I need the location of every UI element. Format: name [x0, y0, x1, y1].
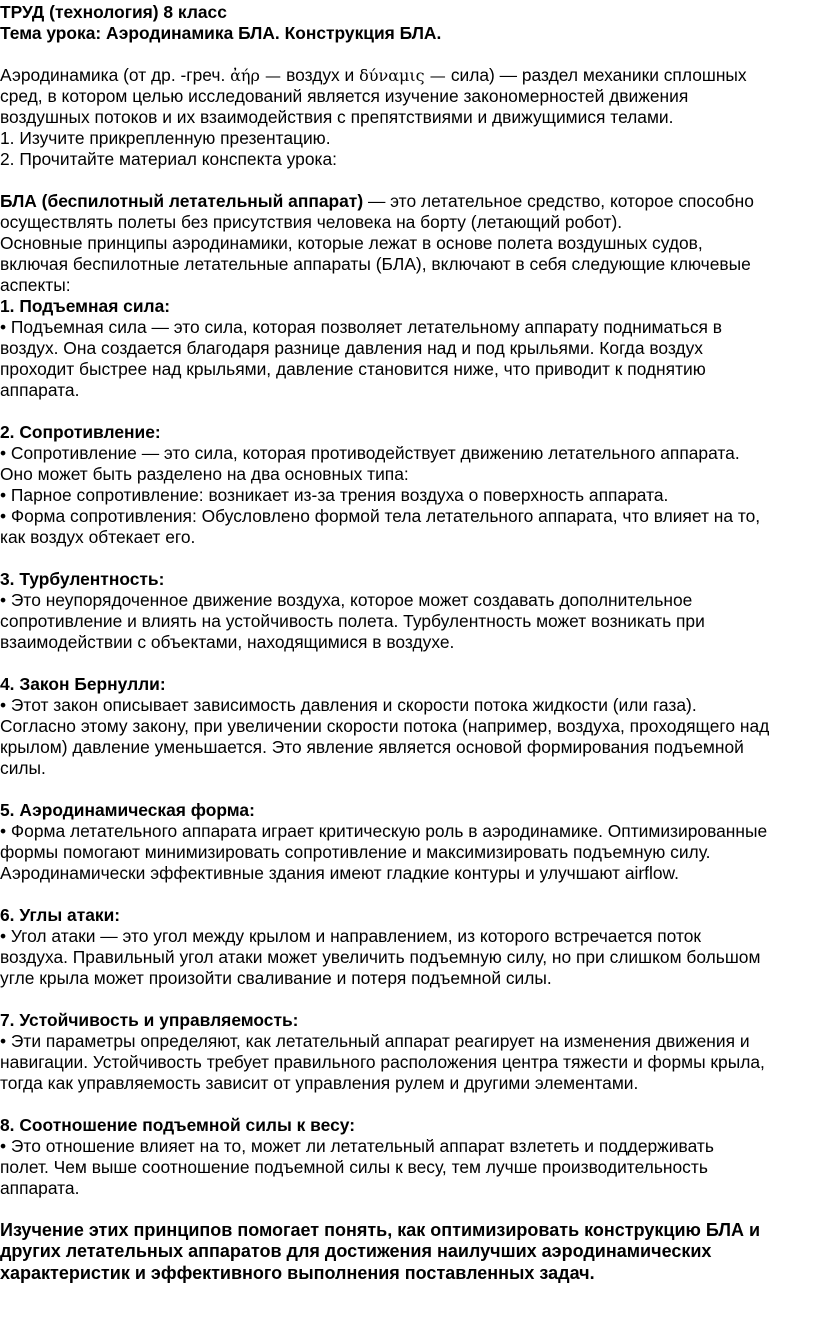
section-line: • Это отношение влияет на то, может ли летательный аппарат взлететь и поддерживать — [0, 1136, 714, 1156]
section-line: • Угол атаки — это угол между крылом и направлением, из которого встречается поток — [0, 926, 702, 946]
section-line: • Эти параметры определяют, как летательный аппарат реагирует на изменения движения и — [0, 1031, 750, 1051]
section-title: 4. Закон Бернулли: — [0, 674, 166, 694]
greek-word: ἀήρ — — [230, 66, 287, 85]
section-line: аппарата. — [0, 1178, 80, 1198]
lesson-topic: Тема урока: Аэродинамика БЛА. Конструкция БЛА. — [0, 23, 442, 43]
section-title: 7. Устойчивость и управляемость: — [0, 1010, 299, 1030]
greek-word: δύναμις — — [359, 66, 451, 85]
definition-line: аспекты: — [0, 275, 71, 295]
section-title: 1. Подъемная сила: — [0, 296, 171, 316]
spacer — [0, 989, 816, 1010]
definition-term: БЛА (беспилотный летательный аппарат) — [0, 191, 364, 211]
section-title: 3. Турбулентность: — [0, 569, 165, 589]
section-line: крылом) давление уменьшается. Это явление является основой формирования подъемной — [0, 737, 744, 757]
intro-line — [0, 65, 816, 86]
intro-paragraph — [0, 65, 816, 170]
section-line: навигации. Устойчивость требует правильного расположения центра тяжести и формы крыла, — [0, 1052, 765, 1072]
section-line: Аэродинамически эффективные здания имеют гладкие контуры и улучшают airflow. — [0, 863, 679, 883]
spacer — [0, 548, 816, 569]
conclusion-paragraph — [0, 1220, 816, 1284]
subject-heading: ТРУД (технология) 8 класс — [0, 2, 227, 22]
section-title: 5. Аэродинамическая форма: — [0, 800, 255, 820]
spacer — [0, 1094, 816, 1115]
definition-line: включая беспилотные летательные аппараты (БЛА), включают в себя следующие ключевые — [0, 254, 751, 274]
section-angle-of-attack — [0, 905, 816, 989]
section-line: угле крыла может произойти сваливание и потеря подъемной силы. — [0, 968, 552, 988]
section-aero-shape — [0, 800, 816, 884]
section-line: проходит быстрее над крыльями, давление становится ниже, что приводит к поднятию — [0, 359, 706, 379]
spacer — [0, 779, 816, 800]
section-drag — [0, 422, 816, 548]
intro-line: воздушных потоков и их взаимодействия с препятствиями и движущимися телами. — [0, 107, 674, 127]
section-title: 8. Соотношение подъемной силы к весу: — [0, 1115, 355, 1135]
section-line: тогда как управляемость зависит от управления рулем и другими элементами. — [0, 1073, 639, 1093]
intro-line: сред, в котором целью исследований является изучение закономерностей движения — [0, 86, 689, 106]
section-line: силы. — [0, 758, 46, 778]
section-lift — [0, 296, 816, 401]
task-item: 2. Прочитайте материал конспекта урока: — [0, 149, 338, 169]
conclusion-line: Изучение этих принципов помогает понять, как оптимизировать конструкцию БЛА и — [0, 1220, 761, 1240]
section-line: • Сопротивление — это сила, которая противодействует движению летательного аппарата. — [0, 443, 740, 463]
section-lift-to-weight — [0, 1115, 816, 1199]
spacer — [0, 44, 816, 65]
spacer — [0, 653, 816, 674]
spacer — [0, 1199, 816, 1220]
intro-text: сила) — раздел механики сплошных — [450, 65, 747, 85]
definition-text: — это летательное средство, которое способно — [363, 191, 754, 211]
section-line: воздуха. Правильный угол атаки может увеличить подъемную силу, но при слишком большом — [0, 947, 761, 967]
section-bernoulli — [0, 674, 816, 779]
section-line: взаимодействии с объектами, находящимися в воздухе. — [0, 632, 455, 652]
section-line: сопротивление и влиять на устойчивость полета. Турбулентность может возникать при — [0, 611, 705, 631]
section-line: • Этот закон описывает зависимость давления и скорости потока жидкости (или газа). — [0, 695, 697, 715]
section-line: Оно может быть разделено на два основных типа: — [0, 464, 409, 484]
section-line: • Форма сопротивления: Обусловлено формой тела летательного аппарата, что влияет на то, — [0, 506, 761, 526]
section-turbulence — [0, 569, 816, 653]
definition-paragraph — [0, 191, 816, 296]
section-line: Согласно этому закону, при увеличении скорости потока (например, воздуха, проходящего над — [0, 716, 770, 736]
section-line: • Подъемная сила — это сила, которая позволяет летательному аппарату подниматься в — [0, 317, 722, 337]
task-item: 1. Изучите прикрепленную презентацию. — [0, 128, 331, 148]
intro-text: воздух и — [286, 65, 360, 85]
intro-text: Аэродинамика (от др. -греч. — [0, 65, 231, 85]
definition-line: Основные принципы аэродинамики, которые лежат в основе полета воздушных судов, — [0, 233, 703, 253]
section-line: полет. Чем выше соотношение подъемной силы к весу, тем лучше производительность — [0, 1157, 708, 1177]
conclusion-line: характеристик и эффективного выполнения поставленных задач. — [0, 1262, 595, 1283]
spacer — [0, 401, 816, 422]
conclusion-line: других летательных аппаратов для достижения наилучших аэродинамических — [0, 1241, 712, 1262]
section-line: воздух. Она создается благодаря разнице давления над и под крыльями. Когда воздух — [0, 338, 703, 358]
section-title: 2. Сопротивление: — [0, 422, 161, 442]
section-line: аппарата. — [0, 380, 80, 400]
definition-line: осуществлять полеты без присутствия человека на борту (летающий робот). — [0, 212, 623, 232]
section-line: • Парное сопротивление: возникает из-за трения воздуха о поверхность аппарата. — [0, 485, 669, 505]
section-line: как воздух обтекает его. — [0, 527, 196, 547]
section-title: 6. Углы атаки: — [0, 905, 121, 925]
section-stability — [0, 1010, 816, 1094]
section-line: • Форма летательного аппарата играет критическую роль в аэродинамике. Оптимизированные — [0, 821, 768, 841]
spacer — [0, 884, 816, 905]
section-line: формы помогают минимизировать сопротивление и максимизировать подъемную силу. — [0, 842, 711, 862]
spacer — [0, 170, 816, 191]
section-line: • Это неупорядоченное движение воздуха, которое может создавать дополнительное — [0, 590, 693, 610]
definition-line — [0, 191, 816, 212]
